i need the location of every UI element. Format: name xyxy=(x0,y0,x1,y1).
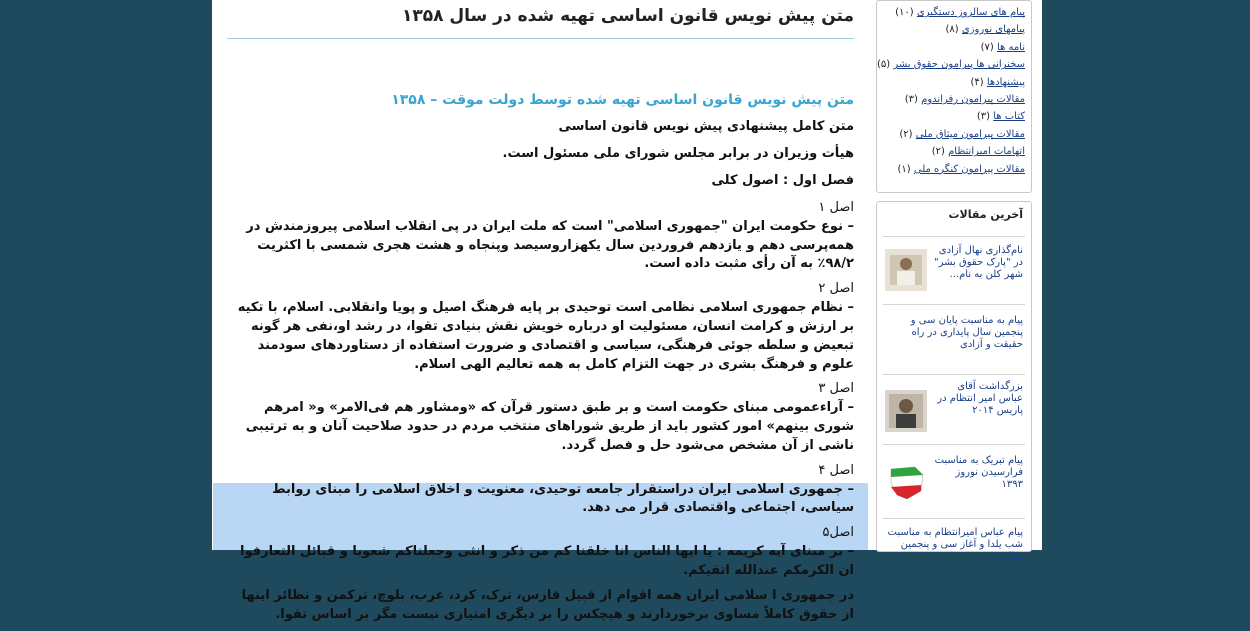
latest-article[interactable] xyxy=(883,236,1025,305)
latest-article[interactable] xyxy=(883,304,1025,375)
article-column xyxy=(213,0,868,622)
section-text: – جمهوری اسلامی ایران دراستقرار جامعه توحیدی، معنویت و اخلاق اسلامی را مبنای روابط سیاسی، اجتماعی واقتصادی قرار می دهد. xyxy=(272,481,854,516)
section-heading: اصل ۳ xyxy=(818,381,854,397)
section-heading: اصل ۲ xyxy=(818,281,854,297)
category-item xyxy=(879,21,1025,38)
section-text: – بر مبنای آیه کریمه : یا ایها الناس انا خلقنا کم من ذکر و انثی وجعلناکم شعوبا و قبائل التعارفوا ان الکرمکم عندالله اتقیکم. xyxy=(240,544,854,579)
category-item xyxy=(879,161,1025,178)
category-link[interactable]: اتهامات امیرانتظام xyxy=(948,146,1025,158)
section-heading: اصل ۴ xyxy=(818,462,854,478)
category-link[interactable]: سخنرانی ها پیرامون حقوق بشر xyxy=(893,59,1025,71)
article-body[interactable] xyxy=(227,90,854,631)
article-subheading: متن پیش نویس قانون اساسی تهیه شده توسط دولت موقت – ۱۳۵۸ xyxy=(391,92,854,108)
category-item xyxy=(879,39,1025,56)
map-flag-icon[interactable] xyxy=(885,461,927,503)
category-link[interactable]: کتاب ها xyxy=(993,111,1025,123)
category-count: (۴) xyxy=(970,76,984,88)
category-item xyxy=(879,91,1025,108)
category-link[interactable]: مقالات پیرامون میثاق ملی xyxy=(915,128,1025,140)
category-link[interactable]: نامه ها xyxy=(996,41,1025,53)
article-line: متن کامل پیشنهادی پیش نویس قانون اساسی xyxy=(558,119,854,135)
latest-heading: آخرین مقالات xyxy=(948,208,1023,221)
page-scrollbar[interactable] xyxy=(1046,0,1058,550)
category-link[interactable]: پیام های سالروز دستگیری xyxy=(916,7,1025,18)
category-item xyxy=(879,143,1025,160)
category-count: (۳) xyxy=(904,94,918,106)
category-count: (۱) xyxy=(897,163,911,175)
latest-article-link[interactable]: پیام به مناسبت پایان سی و پنجمین سال پایداری در راه حقیقت و آزادی xyxy=(910,315,1023,350)
latest-article-link[interactable]: نام‌گذاری نهال آزادی در "پارک حقوق بشر" شهر کلن به نام... xyxy=(933,245,1023,280)
categories-box xyxy=(876,0,1032,193)
chapter-heading: فصل اول : اصول کلی xyxy=(711,172,854,188)
section-text: – نظام جمهوری اسلامی نظامی است توحیدی بر پایه فرهنگ اصیل و پویا وانقلابی. اسلام، با تکیه بر ارزش و کرامت انسان، مسئولیت او درباره خویش نقش بنیادی تقوا، در رشد او،نفی هر گونه تبعیض و سلطه جوئی فرهنگی، سیاسی و اقتصادی و ضرورت استفاده از دستاوردهای سودمند علوم و فرهنگ بشری در جهت التزام کامل به همه تعالیم الهی اسلام. xyxy=(237,300,854,372)
category-count: (۵) xyxy=(876,59,891,71)
category-link[interactable]: پیامهای نوروزی xyxy=(961,24,1025,36)
latest-article-link[interactable]: پیام تبریک به مناسبت فرارسیدن نوروز ۱۳۹۳ xyxy=(934,455,1023,490)
category-item xyxy=(879,74,1025,91)
category-count: (۳) xyxy=(976,111,991,123)
latest-article-link[interactable]: بزرگداشت آقای عباس امیر انتظام در پاریس ۲۰۱۴ xyxy=(937,381,1023,416)
category-count: (۲) xyxy=(931,146,945,158)
section-text: – آراءعمومی مبنای حکومت است و بر طبق دستور قرآن که «ومشاور هم فی‌الامر» و« امرهم شوری بینهم» امور کشور باید از طریق شوراهای منتخب مردم در حدود صلاحیت آنان و به ترتیبی ناشی از آن مشخص می‌شود حل و فصل گردد. xyxy=(245,400,854,453)
latest-article[interactable] xyxy=(883,444,1025,519)
article-thumbnail[interactable] xyxy=(885,390,927,432)
section-text: – نوع حکومت ایران "جمهوری اسلامی" است که ملت ایران در پی انقلاب اسلامی پیروزمندش در همه‌پرسی دهم و یازدهم فروردین سال یکهزاروسیصد وپنجاه و هشت هجری شمسی با اکثریت ۹۸/۲٪ به آن رأی مثبت داده است. xyxy=(246,218,854,272)
latest-articles-box xyxy=(876,201,1032,562)
category-count: (۸) xyxy=(945,24,959,36)
category-item xyxy=(879,108,1025,125)
article-line: هیأت وزیران در برابر مجلس شورای ملی مسئول است. xyxy=(502,146,854,162)
latest-article-link[interactable]: پیام عباس امیرانتظام به مناسبت شب یلدا و آغاز سی و پنجمین سال... xyxy=(887,527,1023,562)
category-item xyxy=(879,4,1025,21)
category-count: (۷) xyxy=(980,41,994,53)
latest-article[interactable] xyxy=(883,374,1025,445)
title-divider xyxy=(227,38,854,39)
category-count: (۲) xyxy=(899,128,913,140)
section-heading: اصل۵ xyxy=(822,525,854,541)
section-text: در جمهوری ا سلامی ایران همه اقوام از قبیل فارس، ترک، کرد، عرب، بلوچ، ترکمن و نظائر اینها از حقوق کاملاً مساوی برخوردارند و هیچکس را بر دیگری امتیازی نیست مگر بر اساس تقوا. xyxy=(241,587,854,622)
category-item xyxy=(876,56,1025,73)
category-count: (۱۰) xyxy=(895,7,914,18)
category-link[interactable]: مقالات پیرامون کنگره ملی xyxy=(913,163,1025,175)
category-link[interactable]: مقالات پیرامون رفراندوم xyxy=(921,94,1025,106)
category-item xyxy=(879,126,1025,143)
article-thumbnail[interactable] xyxy=(885,249,927,291)
category-link[interactable]: پیشنهادها xyxy=(986,76,1025,88)
latest-article[interactable] xyxy=(883,518,1025,562)
page-title: متن پیش نویس قانون اساسی تهیه شده در سال ۱۳۵۸ xyxy=(401,6,854,26)
section-heading: اصل ۱ xyxy=(818,199,854,215)
